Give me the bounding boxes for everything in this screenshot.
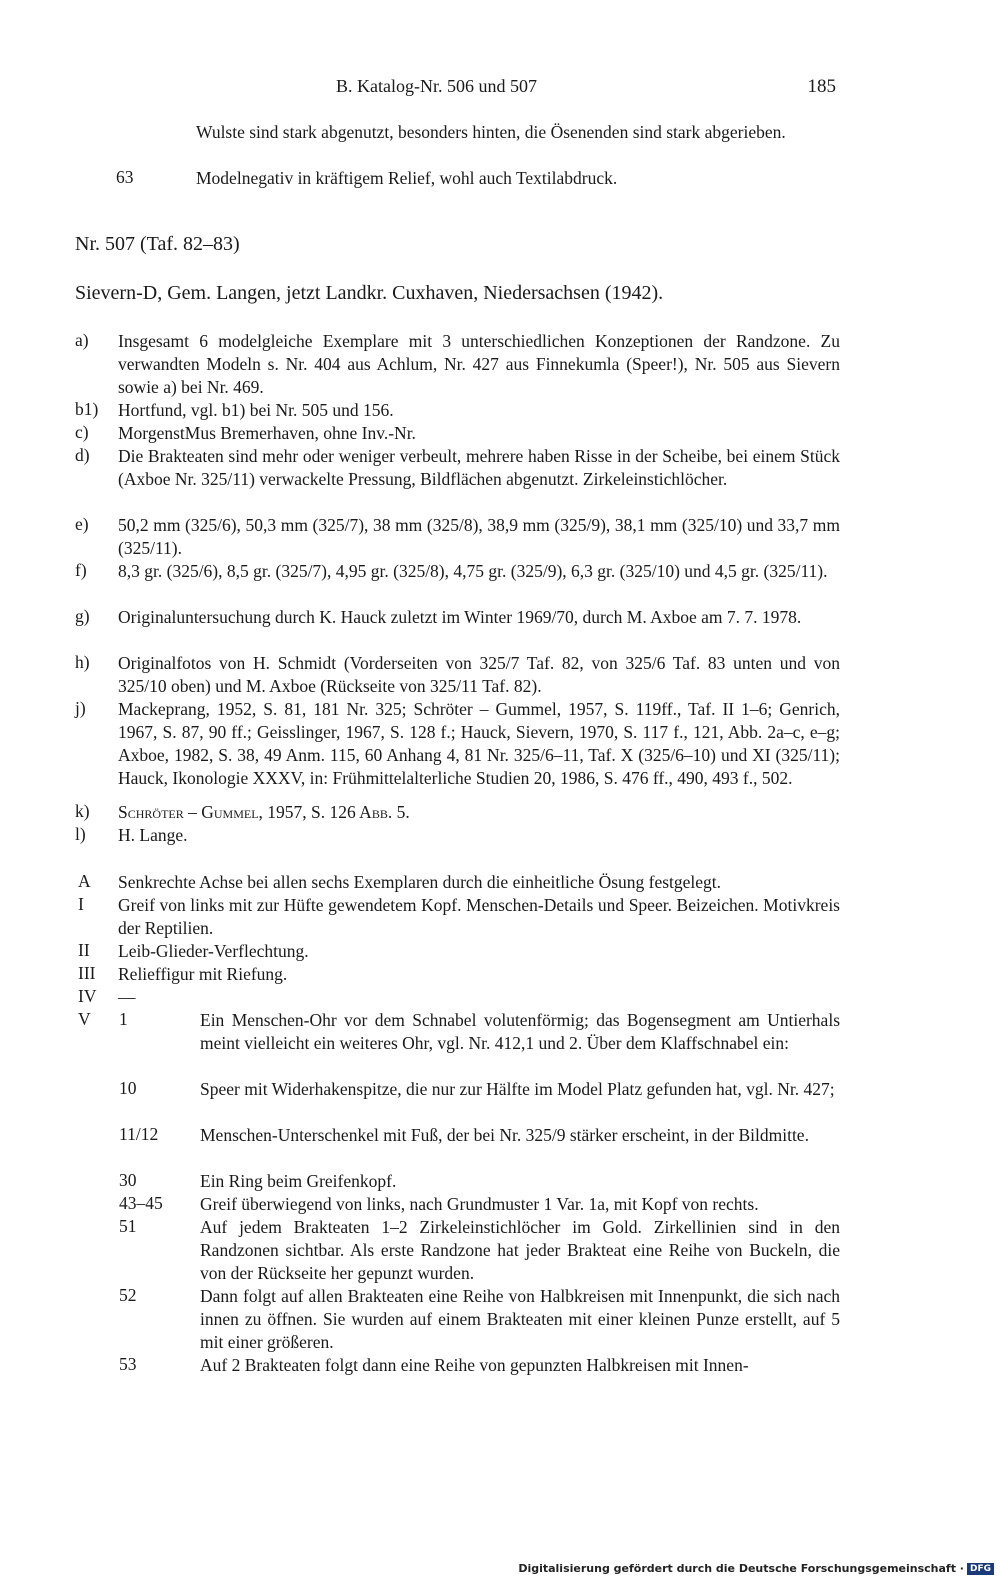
running-head xyxy=(0,76,1000,100)
field-text: 8,3 gr. (325/6), 8,5 gr. (325/7), 4,95 gr. (325/8), 4,75 gr. (325/9), 6,3 gr. (325/10) und 4,5 gr. (325/11). xyxy=(118,561,828,581)
entry-number: Nr. 507 (Taf. 82–83) xyxy=(75,233,240,255)
field-text: H. Lange. xyxy=(118,825,188,845)
subitem-text: Menschen-Unterschenkel mit Fuß, der bei Nr. 325/9 stärker erscheint, in der Bildmitte. xyxy=(200,1125,809,1145)
subitem-text: Dann folgt auf allen Brakteaten eine Reihe von Halbkreisen mit Innenpunkt, die sich nach innen zu öffnen. Sie wurden auf einem Brakteaten mit einer kleinen Punze erstellt, auf 5 mit einer größeren. xyxy=(200,1286,840,1352)
credit-text: Digitalisierung gefördert durch die Deutsche Forschungsgemeinschaft · xyxy=(518,1562,964,1575)
field-text: Originaluntersuchung durch K. Hauck zuletzt im Winter 1969/70, durch M. Axboe am 7. 7. 1978. xyxy=(118,607,802,627)
field-label: a) xyxy=(75,330,89,350)
field-label: d) xyxy=(75,445,90,465)
section-text: — xyxy=(118,987,136,1007)
section-text: Greif von links mit zur Hüfte gewendetem Kopf. Menschen-Details und Speer. Beizeichen. Motivkreis der Reptilien. xyxy=(118,895,840,938)
section-label: I xyxy=(78,894,84,914)
field-text: Insgesamt 6 modelgleiche Exemplare mit 3 unterschiedlichen Konzeptionen der Randzone. Zu verwandten Modeln s. Nr. 404 aus Achlum, Nr. 427 aus Finnekumla (Speer!), Nr. 505 aus Sievern sowie a) bei Nr. 469. xyxy=(118,331,840,397)
field-label: j) xyxy=(75,698,86,718)
field-label: h) xyxy=(75,652,90,672)
dfg-logo: DFG xyxy=(967,1563,994,1575)
field-label: k) xyxy=(75,801,90,821)
field-text: Schröter – Gummel, 1957, S. 126 Abb. 5. xyxy=(118,802,410,822)
continuation-text: Wulste sind stark abgenutzt, besonders hinten, die Ösenenden sind stark abgerieben. xyxy=(196,122,786,142)
field-label: f) xyxy=(75,560,87,580)
field-label: e) xyxy=(75,514,89,534)
running-head-title: B. Katalog-Nr. 506 und 507 xyxy=(336,76,537,96)
entry-location: Sievern-D, Gem. Langen, jetzt Landkr. Cuxhaven, Niedersachsen (1942). xyxy=(75,282,664,304)
subitem-text: Auf 2 Brakteaten folgt dann eine Reihe von gepunzten Halbkreisen mit Innen- xyxy=(200,1355,749,1375)
subitem-label: 53 xyxy=(119,1354,137,1374)
section-text: Senkrechte Achse bei allen sechs Exemplaren durch die einheitliche Ösung festgelegt. xyxy=(118,872,722,892)
subitem-label: 30 xyxy=(119,1170,137,1190)
section-label: A xyxy=(78,871,91,891)
subitem-text: Ein Menschen-Ohr vor dem Schnabel volutenförmig; das Bogensegment am Untierhals meint vielleicht ein weiteres Ohr, vgl. Nr. 412,1 und 2. Über dem Klaffschnabel ein: xyxy=(200,1010,840,1053)
section-text: Leib-Glieder-Verflechtung. xyxy=(118,941,309,961)
section-text: Relieffigur mit Riefung. xyxy=(118,964,288,984)
subitem-label: 43–45 xyxy=(119,1193,163,1213)
subitem-label: 10 xyxy=(119,1078,137,1098)
field-label: g) xyxy=(75,606,90,626)
subitem-label: 11/12 xyxy=(119,1124,159,1144)
subitem-text: Greif überwiegend von links, nach Grundmuster 1 Var. 1a, mit Kopf von rechts. xyxy=(200,1194,759,1214)
item-text: Modelnegativ in kräftigem Relief, wohl auch Textilabdruck. xyxy=(196,168,618,188)
section-label: III xyxy=(78,963,96,983)
section-label: V xyxy=(78,1009,91,1029)
field-text: Originalfotos von H. Schmidt (Vorderseiten von 325/7 Taf. 82, von 325/6 Taf. 83 unten und von 325/10 oben) und M. Axboe (Rückseite von 325/11 Taf. 82). xyxy=(118,653,840,696)
field-text: Die Brakteaten sind mehr oder weniger verbeult, mehrere haben Risse in der Scheibe, bei einem Stück (Axboe Nr. 325/11) verwackelte Pressung, Bildflächen abgenutzt. Zirkeleinstichlöcher. xyxy=(118,446,840,489)
field-label: l) xyxy=(75,824,86,844)
field-text: Hortfund, vgl. b1) bei Nr. 505 und 156. xyxy=(118,400,394,420)
field-text: 50,2 mm (325/6), 50,3 mm (325/7), 38 mm (325/8), 38,9 mm (325/9), 38,1 mm (325/10) und 33,7 mm (325/11). xyxy=(118,515,840,558)
section-label: IV xyxy=(78,986,97,1006)
subitem-label: 1 xyxy=(119,1009,128,1029)
field-text: MorgenstMus Bremerhaven, ohne Inv.-Nr. xyxy=(118,423,416,443)
item-label: 63 xyxy=(116,167,134,187)
field-label: c) xyxy=(75,422,89,442)
subitem-text: Auf jedem Brakteaten 1–2 Zirkeleinstichlöcher im Gold. Zirkellinien sind in den Randzonen sichtbar. Als erste Randzone hat jeder Brakteat eine Reihe von Buckeln, die von der Rückseite her gepunzt wurden. xyxy=(200,1217,840,1283)
subitem-text: Speer mit Widerhakenspitze, die nur zur Hälfte im Model Platz gefunden hat, vgl. Nr. 427; xyxy=(200,1079,835,1099)
digitization-credit xyxy=(518,1562,994,1575)
field-text: Mackeprang, 1952, S. 81, 181 Nr. 325; Schröter – Gummel, 1957, S. 119ff., Taf. II 1–6; Genrich, 1967, S. 87, 90 ff.; Geisslinger, 1967, S. 128 f.; Hauck, Sievern, 1970, S. 117 f., 121, Abb. 2a–c, e–g; Axboe, 1982, S. 38, 49 Anm. 115, 60 Anhang 4, 81 Nr. 325/6–11, Taf. X (325/6–10) und XI (325/11); Hauck, Ikonologie XXXV, in: Frühmittelalterliche Studien 20, 1986, S. 476 ff., 490, 493 f., 502. xyxy=(118,699,840,788)
page-number: 185 xyxy=(807,76,836,97)
field-label: b1) xyxy=(75,399,99,419)
subitem-label: 52 xyxy=(119,1285,137,1305)
subitem-label: 51 xyxy=(119,1216,137,1236)
subitem-text: Ein Ring beim Greifenkopf. xyxy=(200,1171,397,1191)
section-label: II xyxy=(78,940,90,960)
